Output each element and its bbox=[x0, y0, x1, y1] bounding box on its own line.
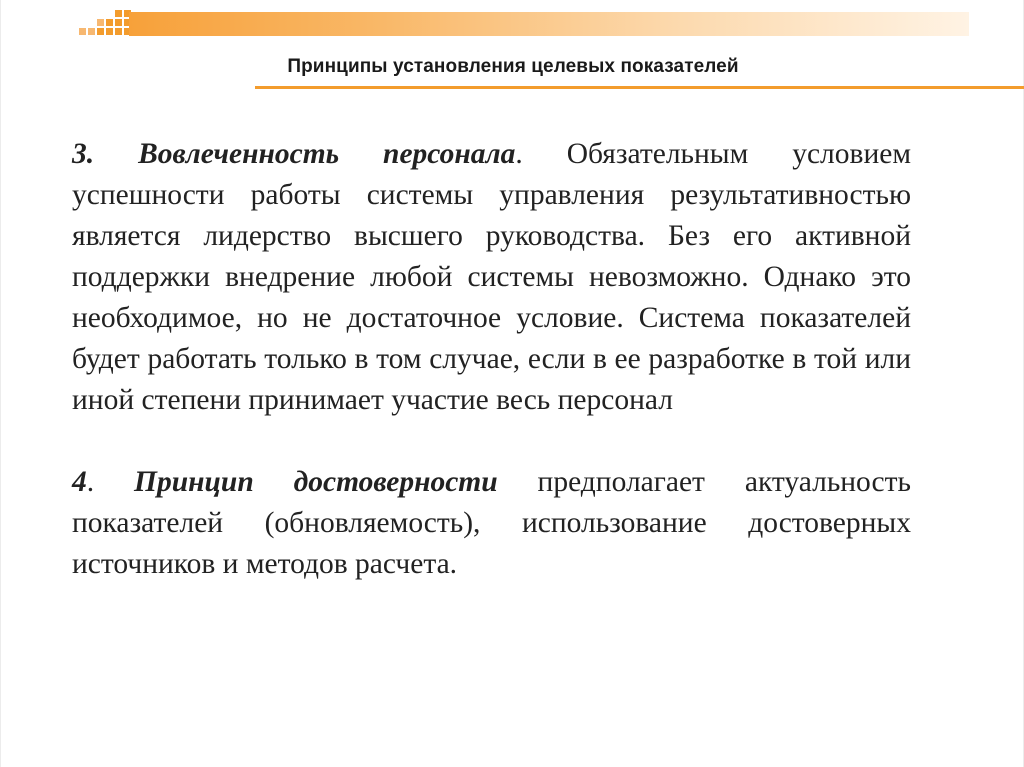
paragraph-personnel-involvement bbox=[72, 134, 911, 421]
orange-dots-logo-icon bbox=[79, 8, 131, 40]
slide-title: Принципы установления целевых показателей bbox=[287, 56, 739, 77]
paragraph-lead: Принцип достоверности bbox=[134, 466, 498, 498]
paragraph-text: предполагает актуальность показателей (обновляемость), использование достоверных источников и методов расчета. bbox=[72, 466, 911, 580]
paragraph-text: Обязательным условием успешности работы системы управления результативностью является лидерство высшего руководства. Без его активной поддержки внедрение любой системы невозможно. Однако это необходимое, но не достаточное условие. Система показателей будет работать только в том случае, если в ее разработке в той или иной степени принимает участие весь персонал bbox=[72, 138, 912, 416]
paragraph-number: 4 bbox=[72, 466, 87, 498]
paragraph-lead: Вовлеченность персонала bbox=[138, 138, 516, 170]
paragraph-reliability-principle bbox=[72, 462, 911, 585]
slide-body bbox=[72, 134, 911, 585]
paragraph-lead-suffix: . bbox=[515, 138, 523, 170]
title-underline bbox=[255, 86, 1024, 89]
paragraph-number: 3. bbox=[72, 138, 95, 170]
paragraph-number-suffix: . bbox=[86, 466, 95, 498]
top-gradient-bar bbox=[129, 12, 969, 36]
